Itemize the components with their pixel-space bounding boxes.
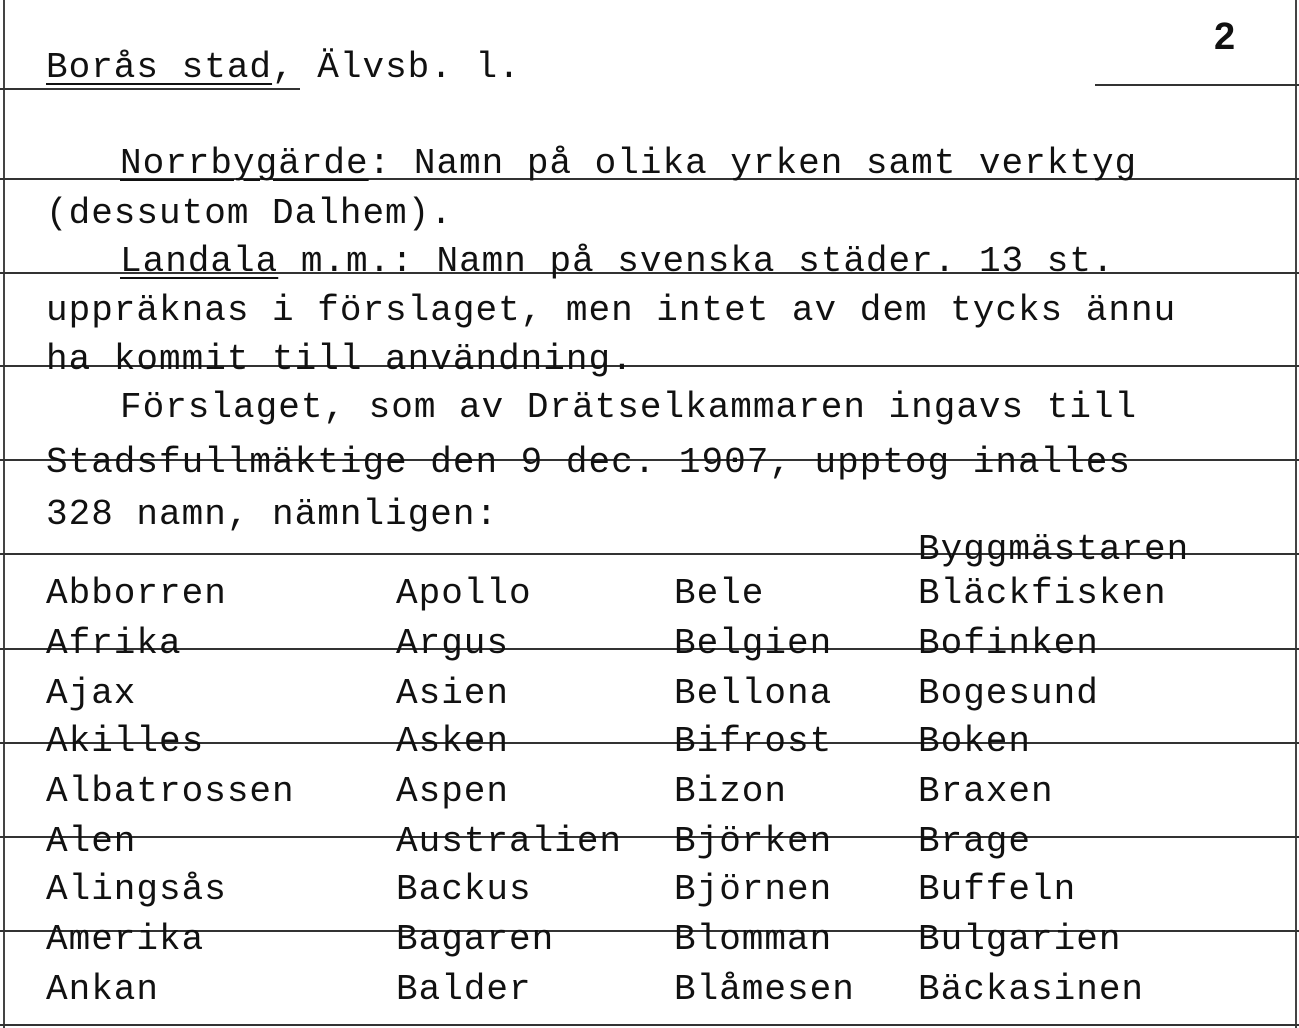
norrbygarde-label: Norrbygärde bbox=[120, 143, 369, 184]
paragraph-line: ha kommit till användning. bbox=[46, 339, 634, 380]
name-entry: Bulgarien bbox=[918, 919, 1122, 960]
name-entry: Bellona bbox=[674, 673, 833, 714]
name-entry: Boken bbox=[918, 721, 1032, 762]
name-entry: Australien bbox=[396, 821, 623, 862]
paragraph-line bbox=[120, 144, 1137, 184]
paragraph-line bbox=[120, 242, 1115, 282]
name-entry: Albatrossen bbox=[46, 771, 295, 812]
name-entry: Bläckfisken bbox=[918, 573, 1167, 614]
name-entry: Bizon bbox=[674, 771, 788, 812]
heading-place: Borås stad bbox=[46, 47, 273, 88]
name-entry: Bifrost bbox=[674, 721, 833, 762]
name-entry: Belgien bbox=[674, 623, 833, 664]
name-entry: Amerika bbox=[46, 919, 205, 960]
card-heading bbox=[46, 48, 521, 88]
heading-rest: , Älvsb. l. bbox=[272, 47, 521, 88]
name-entry: Bofinken bbox=[918, 623, 1099, 664]
paragraph-line: uppräknas i förslaget, men intet av dem tycks ännu bbox=[46, 290, 1177, 331]
name-entry: Bogesund bbox=[918, 673, 1099, 714]
name-entry: Bagaren bbox=[396, 919, 555, 960]
name-entry: Balder bbox=[396, 969, 532, 1010]
ruled-line bbox=[0, 1024, 1299, 1026]
card-left-edge bbox=[3, 0, 5, 1028]
name-entry: Blomman bbox=[674, 919, 833, 960]
name-entry: Asien bbox=[396, 673, 510, 714]
paragraph-text: m.m.: Namn på svenska städer. 13 st. bbox=[278, 241, 1115, 282]
name-entry: Akilles bbox=[46, 721, 205, 762]
paragraph-line: (dessutom Dalhem). bbox=[46, 193, 453, 234]
name-entry: Blåmesen bbox=[674, 969, 855, 1010]
byggmastaren-entry: Byggmästaren bbox=[918, 529, 1190, 570]
name-entry: Argus bbox=[396, 623, 510, 664]
paragraph-line: Förslaget, som av Drätselkammaren ingavs till bbox=[120, 387, 1138, 428]
name-entry: Apollo bbox=[396, 573, 532, 614]
name-entry: Buffeln bbox=[918, 869, 1077, 910]
paragraph-text: : Namn på olika yrken samt verktyg bbox=[368, 143, 1138, 184]
name-entry: Abborren bbox=[46, 573, 227, 614]
name-entry: Ajax bbox=[46, 673, 137, 714]
name-entry: Bäckasinen bbox=[918, 969, 1145, 1010]
name-entry: Afrika bbox=[46, 623, 182, 664]
ruled-line bbox=[0, 648, 1299, 650]
name-entry: Björken bbox=[674, 821, 833, 862]
ruled-line bbox=[1095, 84, 1299, 86]
name-entry: Aspen bbox=[396, 771, 510, 812]
name-entry: Brage bbox=[918, 821, 1032, 862]
card-right-edge bbox=[1295, 0, 1297, 1028]
name-entry: Alen bbox=[46, 821, 137, 862]
page-number: 2 bbox=[1214, 16, 1236, 58]
name-entry: Bele bbox=[674, 573, 765, 614]
paragraph-line: 328 namn, nämnligen: bbox=[46, 494, 499, 535]
name-entry: Alingsås bbox=[46, 869, 227, 910]
ruled-line bbox=[0, 88, 300, 90]
name-entry: Braxen bbox=[918, 771, 1054, 812]
landala-label: Landala bbox=[120, 241, 279, 282]
name-entry: Asken bbox=[396, 721, 510, 762]
ruled-line bbox=[0, 836, 1299, 838]
paragraph-line: Stadsfullmäktige den 9 dec. 1907, upptog inalles bbox=[46, 442, 1131, 483]
name-entry: Björnen bbox=[674, 869, 833, 910]
name-entry: Ankan bbox=[46, 969, 160, 1010]
name-entry: Backus bbox=[396, 869, 532, 910]
